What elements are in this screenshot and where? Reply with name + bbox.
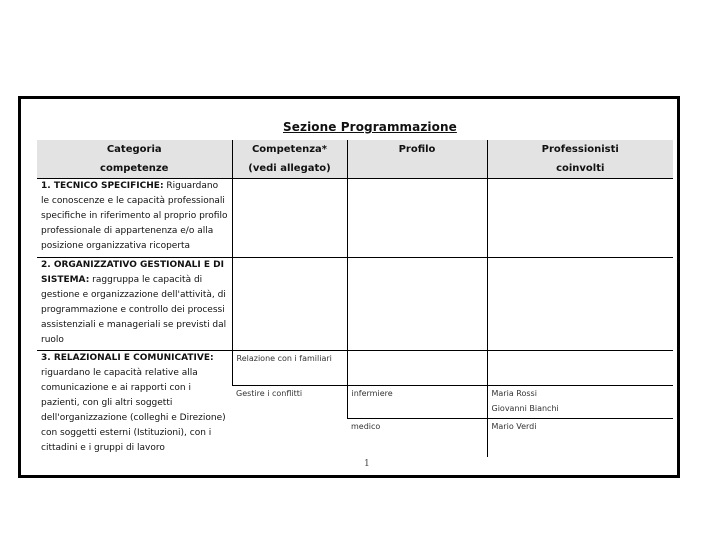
- header-professionisti: [487, 140, 673, 179]
- profilo-cell: medico: [347, 419, 487, 458]
- programmazione-table: [37, 140, 673, 457]
- profilo-cell: infermiere: [347, 386, 487, 419]
- header-professionisti-line1: Professionisti: [541, 144, 619, 155]
- header-competenza-line2: (vedi allegato): [248, 163, 331, 174]
- category-title: 3. RELAZIONALI E COMUNICATIVE:: [41, 353, 214, 363]
- header-competenza: [232, 140, 347, 179]
- table-row-tecnico: [37, 179, 673, 258]
- table-row-relazionali: [37, 351, 673, 386]
- header-professionisti-line2: coinvolti: [556, 163, 605, 174]
- category-cell: [37, 179, 232, 258]
- competenza-cell: [232, 258, 347, 351]
- professionisti-cell: [487, 179, 673, 258]
- header-profilo: [347, 140, 487, 179]
- table-header-row: [37, 140, 673, 179]
- category-cell: [37, 258, 232, 351]
- category-cell: [37, 351, 232, 458]
- table-row-organizzativo: [37, 258, 673, 351]
- professionisti-cell: [487, 386, 673, 419]
- professionista-name: Giovanni Bianchi: [491, 404, 559, 413]
- header-profilo-label: Profilo: [398, 144, 436, 155]
- header-competenza-line1: Competenza*: [251, 144, 328, 155]
- profilo-cell: [347, 351, 487, 386]
- page-number: 1: [364, 459, 370, 469]
- competenza-cell: [232, 179, 347, 258]
- header-categoria: [37, 140, 232, 179]
- category-text: riguardano le capacità relative alla comunicazione e ai rapporti con i pazienti, con gli altri soggetti dell'organizzazione (colleghi e Direzione) con soggetti esterni (Istituzioni), con i cittadini e i gruppi di lavoro: [41, 368, 226, 453]
- header-categoria-line2: competenze: [100, 163, 169, 174]
- section-title: Sezione Programmazione: [283, 120, 457, 134]
- category-title: 2. ORGANIZZATIVO GESTIONALI E DI SISTEMA:: [41, 260, 224, 285]
- category-title: 1. TECNICO SPECIFICHE:: [41, 181, 164, 191]
- profilo-cell: [347, 179, 487, 258]
- category-text: raggruppa le capacità di gestione e organizzazione dell'attività, di programmazione e controllo dei processi assistenziali e manageriali se previsti dal ruolo: [41, 275, 227, 345]
- professionista-name: Maria Rossi: [491, 389, 537, 398]
- profilo-cell: [347, 258, 487, 351]
- category-text: Riguardano le conoscenze e le capacità professionali specifiche in riferimento al proprio profilo professionale di appartenenza e/o alla posizione organizzativa ricoperta: [41, 181, 228, 251]
- document-page: [18, 96, 680, 478]
- competenza-cell: Relazione con i familiari: [232, 351, 347, 386]
- header-categoria-line1: Categoria: [106, 144, 162, 155]
- competenza-cell: Gestire i conflitti: [232, 386, 347, 458]
- professionisti-cell: Mario Verdi: [487, 419, 673, 458]
- professionisti-cell: [487, 258, 673, 351]
- professionisti-cell: [487, 351, 673, 386]
